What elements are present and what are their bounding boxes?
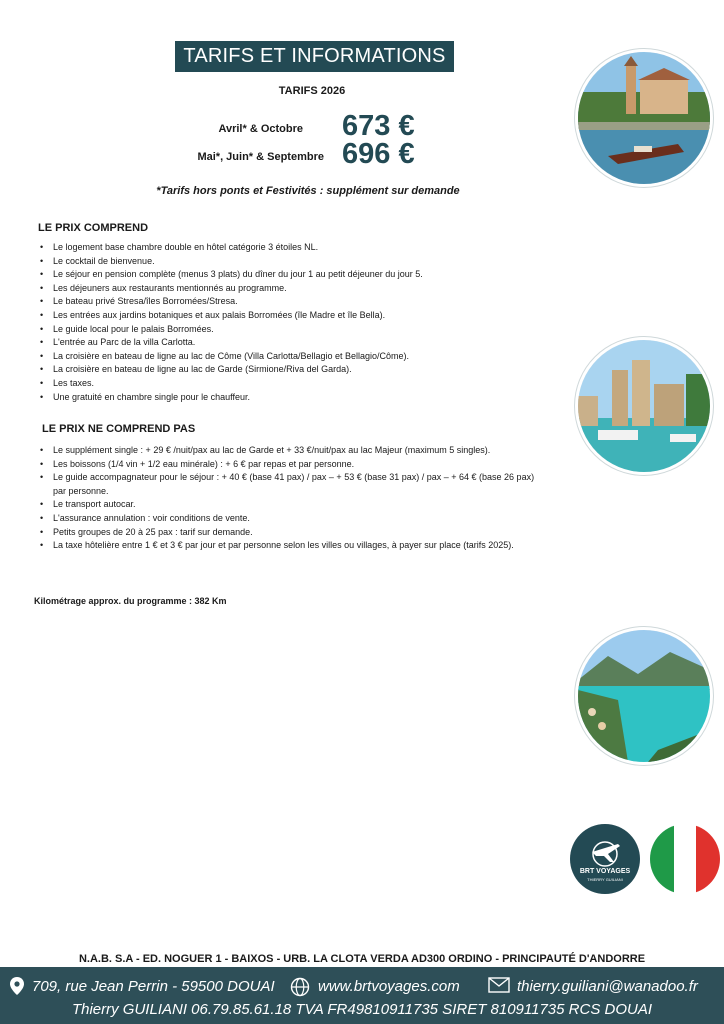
italy-flag-icon <box>650 824 720 894</box>
logo-subtitle: THIERRY GUILIANI <box>587 877 623 882</box>
mail-icon <box>488 977 510 993</box>
list-item: • Le guide accompagnateur pour le séjour : + 40 € (base 41 pax) / pax – + 53 € (base 31 pax) / pax – + 64 € (base 26 pax) par personne. <box>38 471 548 498</box>
list-item: • L'entrée au Parc de la villa Carlotta. <box>38 336 548 350</box>
list-item: • Les boissons (1/4 vin + 1/2 eau minérale) : + 6 € par repas et par personne. <box>38 458 548 472</box>
included-list <box>38 241 548 404</box>
airplane-icon <box>570 832 640 872</box>
price-value-1: 673 € <box>342 110 415 142</box>
list-item: • Le bateau privé Stresa/îles Borromées/Stresa. <box>38 295 548 309</box>
website-link[interactable]: www.brtvoyages.com <box>318 978 460 995</box>
excluded-list <box>38 444 548 553</box>
castle-image <box>578 340 710 472</box>
price-period-1: Avril* & Octobre <box>218 123 303 135</box>
list-item: • Le cocktail de bienvenue. <box>38 255 548 269</box>
list-item: • L'assurance annulation : voir conditions de vente. <box>38 512 548 526</box>
page-title: TARIFS ET INFORMATIONS <box>175 41 454 72</box>
list-item: • Le guide local pour le palais Borromées. <box>38 323 548 337</box>
list-item: • La croisière en bateau de ligne au lac de Côme (Villa Carlotta/Bellagio et Bellagio/Côme). <box>38 350 548 364</box>
list-item: • Petits groupes de 20 à 25 pax : tarif sur demande. <box>38 526 548 540</box>
price-period-2: Mai*, Juin* & Septembre <box>197 151 324 163</box>
excluded-heading: LE PRIX NE COMPREND PAS <box>42 423 196 435</box>
list-item: • Le supplément single : + 29 € /nuit/pax au lac de Garde et + 33 €/nuit/pax au lac Majeur (maximum 5 singles). <box>38 444 548 458</box>
list-item: • La croisière en bateau de ligne au lac de Garde (Sirmione/Riva del Garda). <box>38 363 548 377</box>
email-link[interactable]: thierry.guiliani@wanadoo.fr <box>517 978 698 995</box>
logo-brand: BRT VOYAGES <box>579 868 631 875</box>
brt-voyages-logo <box>570 824 640 894</box>
lake-garda-image <box>578 630 710 762</box>
castle-photo <box>578 340 710 472</box>
footer-bar <box>0 967 724 1024</box>
lake-villa-image <box>578 52 710 184</box>
list-item: • Le séjour en pension complète (menus 3 plats) du dîner du jour 1 au petit déjeuner du jour 5. <box>38 268 548 282</box>
location-pin-icon <box>10 977 24 995</box>
list-item: • Les taxes. <box>38 377 548 391</box>
list-item: • Les entrées aux jardins botaniques et aux palais Borromées (île Madre et île Bella). <box>38 309 548 323</box>
lake-garda-photo <box>578 630 710 762</box>
italy-flag <box>650 824 720 894</box>
address-text: 709, rue Jean Perrin - 59500 DOUAI <box>32 978 275 995</box>
km-note: Kilométrage approx. du programme : 382 Km <box>34 596 227 606</box>
globe-icon <box>290 977 310 997</box>
footer-company-info: Thierry GUILIANI 06.79.85.61.18 TVA FR49810911735 SIRET 810911735 RCS DOUAI <box>71 1001 653 1018</box>
included-heading: LE PRIX COMPREND <box>38 222 149 234</box>
price-disclaimer: *Tarifs hors ponts et Festivités : supplément sur demande <box>156 185 460 197</box>
legal-address: N.A.B. S.A - ED. NOGUER 1 - BAIXOS - URB. LA CLOTA VERDA AD300 ORDINO - PRINCIPAUTÉ D'ANDORRE <box>78 953 646 965</box>
list-item: • Les déjeuners aux restaurants mentionnés au programme. <box>38 282 548 296</box>
lake-villa-photo <box>578 52 710 184</box>
tarifs-year: TARIFS 2026 <box>278 85 346 97</box>
list-item: • Une gratuité en chambre single pour le chauffeur. <box>38 391 548 405</box>
list-item: • La taxe hôtelière entre 1 € et 3 € par jour et par personne selon les villes ou villages, à payer sur place (tarifs 2025). <box>38 539 548 553</box>
list-item: • Le transport autocar. <box>38 498 548 512</box>
list-item: • Le logement base chambre double en hôtel catégorie 3 étoiles NL. <box>38 241 548 255</box>
price-value-2: 696 € <box>342 138 415 170</box>
